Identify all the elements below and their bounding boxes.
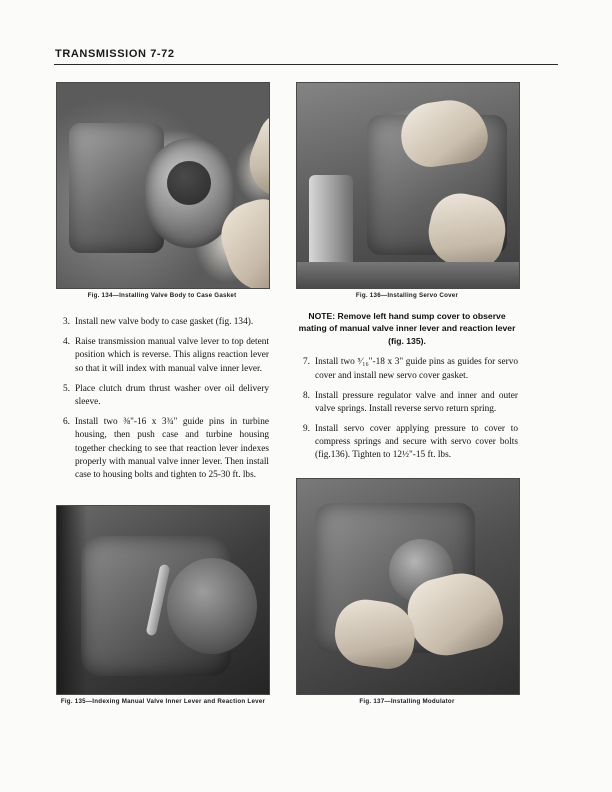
step-6-number: 6. [63,417,70,428]
step-3-number: 3. [63,317,70,327]
step-4-text: Raise transmission manual valve lever to top detent position which is reverse. This aligns reaction lever so that it will index with manual valve inner lever. [75,337,269,374]
note-block: NOTE: Remove left hand sump cover to observe mating of manual valve inner lever and reaction lever (fig. 135). [298,311,516,346]
header-rule [54,64,558,65]
step-5 [56,383,269,409]
figure-135-caption: Fig. 135—Indexing Manual Valve Inner Lever and Reaction Lever [60,698,266,705]
step-6-text: Install two ⅜"-16 x 3¾" guide pins in turbine housing, then push case and turbine housing together checking to see that reaction lever indexes properly with manual valve inner lever. Then install case to housing bolts and tighten to 25-30 ft. lbs. [75,417,269,480]
step-4 [56,336,269,376]
figure-137-caption: Fig. 137—Installing Modulator [359,698,455,705]
figure-134-caption: Fig. 134—Installing Valve Body to Case Gasket [87,292,237,299]
step-6 [56,416,269,482]
step-9-number: 9. [303,424,310,435]
figure-134-image [56,82,270,289]
figure-135-image [56,505,270,695]
step-7-number: 7. [303,357,310,368]
figure-136-caption: Fig. 136—Installing Servo Cover [355,292,459,299]
step-7 [296,356,518,382]
step-7-text: Install two ⁵⁄₁₆"-18 x 3" guide pins as guides for servo cover and install new servo cover gasket. [315,357,518,381]
step-9 [296,423,518,463]
step-8-number: 8. [303,390,310,401]
step-8 [296,390,518,416]
step-5-text: Place clutch drum thrust washer over oil delivery sleeve. [75,383,269,407]
figure-137-image [296,478,520,695]
figure-136-image [296,82,520,289]
step-3-text: Install new valve body to case gasket (fig. 134). [75,317,254,327]
step-5-number: 5. [63,383,70,394]
step-8-text: Install pressure regulator valve and inner and outer valve springs. Install reverse servo return spring. [315,390,518,414]
step-9-text: Install servo cover applying pressure to cover to compress springs and secure with servo cover bolts (fig.136). Tighten to 12½"-15 ft. lbs. [315,424,518,461]
page-header: TRANSMISSION 7-72 [55,48,175,60]
right-text-column [296,310,518,470]
step-3 [56,316,269,329]
left-text-column [56,316,269,489]
step-4-number: 4. [63,337,70,348]
